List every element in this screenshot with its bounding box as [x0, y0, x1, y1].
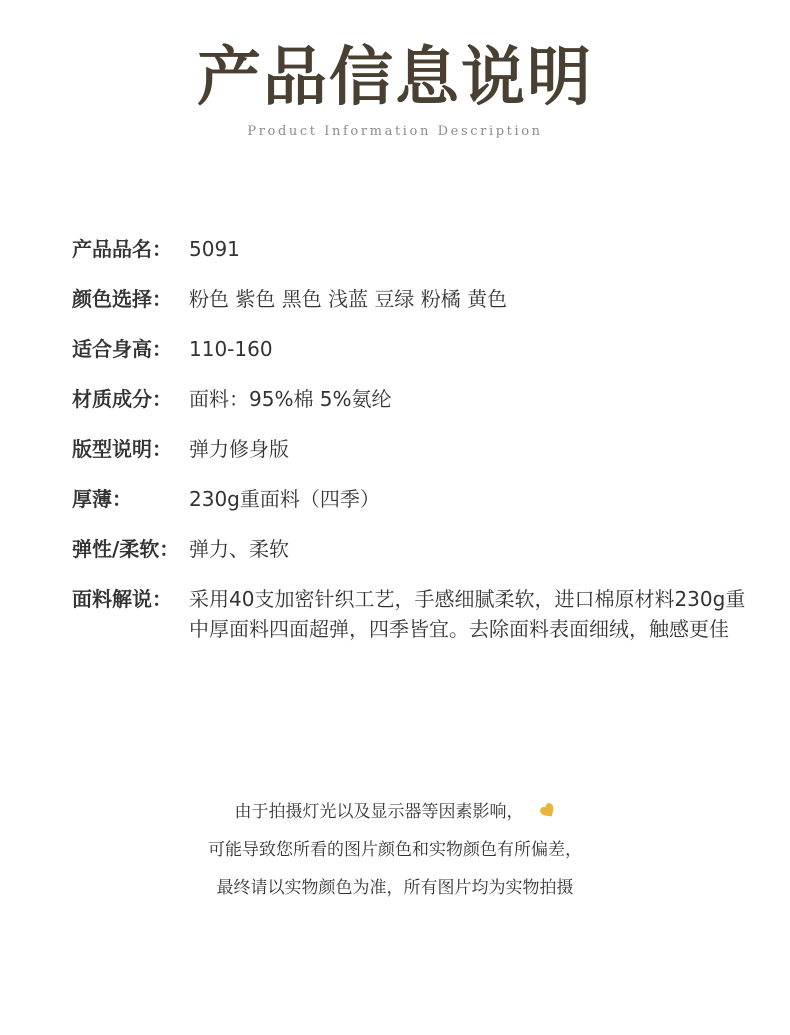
disclaimer-text: 由于拍摄灯光以及显示器等因素影响， [234, 802, 524, 822]
disclaimer-line [0, 869, 790, 907]
spec-label: 厚薄： [72, 487, 132, 511]
spec-value: 230g重面料（四季） [189, 487, 380, 511]
spec-list [72, 234, 762, 664]
spec-label: 材质成分： [72, 387, 172, 411]
disclaimer-text: 最终请以实物颜色为准，所有图片均为实物拍摄 [216, 878, 574, 898]
spec-value: 110-160 [189, 337, 273, 361]
spec-label: 弹性/柔软： [72, 537, 180, 561]
spec-row-thickness [72, 484, 762, 514]
spec-value: 采用40支加密针织工艺，手感细腻柔软，进口棉原材料230g重中厚面料四面超弹，四季皆宜。去除面料表面细绒，触感更佳 [189, 587, 746, 641]
disclaimer-line [0, 793, 790, 831]
spec-value: 粉色 紫色 黑色 浅蓝 豆绿 粉橘 黄色 [189, 287, 508, 311]
disclaimer-line [0, 831, 790, 869]
spec-label: 版型说明： [72, 437, 172, 461]
spec-row-height [72, 334, 762, 364]
spec-value: 弹力修身版 [189, 437, 289, 461]
color-disclaimer [0, 793, 790, 907]
spec-row-elasticity [72, 534, 762, 564]
spec-label: 产品品名： [72, 237, 172, 261]
spec-row-name [72, 234, 762, 264]
spec-value: 弹力、柔软 [189, 537, 289, 561]
spec-row-fit [72, 434, 762, 464]
spec-row-material [72, 384, 762, 414]
spec-label: 适合身高： [72, 337, 172, 361]
disclaimer-text: 可能导致您所看的图片颜色和实物颜色有所偏差， [208, 840, 582, 860]
spec-value: 面料：95%棉 5%氨纶 [189, 387, 392, 411]
spec-value: 5091 [189, 237, 240, 261]
heart-icon [540, 795, 556, 811]
spec-label: 颜色选择： [72, 287, 172, 311]
spec-row-fabric-description [72, 584, 762, 644]
header [0, 38, 790, 139]
spec-label: 面料解说： [72, 587, 172, 611]
page-title: 产品信息说明 [197, 41, 593, 115]
spec-row-colors [72, 284, 762, 314]
page-subtitle: Product Information Description [247, 124, 543, 139]
